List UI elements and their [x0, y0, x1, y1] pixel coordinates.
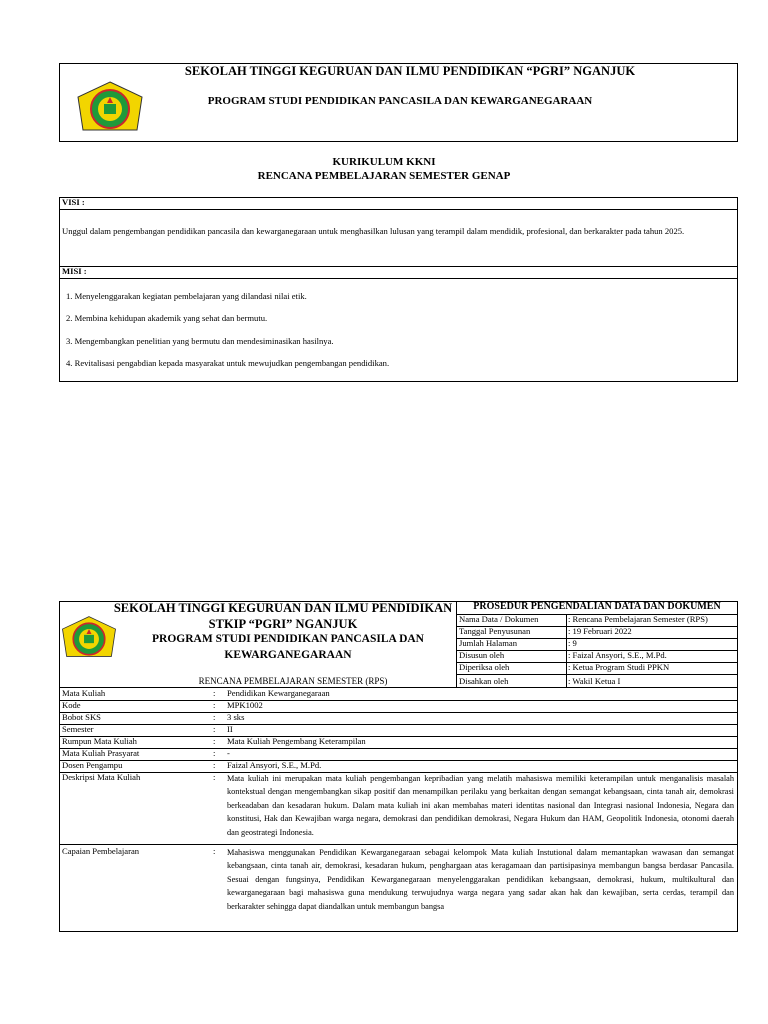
course-value: II: [227, 724, 233, 734]
divider: [566, 614, 567, 687]
procedure-title: PROSEDUR PENGENDALIAN DATA DAN DOKUMEN: [473, 601, 721, 612]
procedure-value: : Wakil Ketua I: [568, 676, 621, 686]
program-name: PROGRAM STUDI PENDIDIKAN PANCASILA DAN KEWARGANEGARAAN: [207, 95, 593, 107]
course-description: Mata kuliah ini merupakan mata kuliah pengembangan kepribadian yang melatih mahasiswa memiliki keterampilan untuk menganalisis masalah kontekstual dengan mengembangkan sikap positif dan menampilkan perilaku yang berkaitan dengan semangat kebangsaan, cinta tanah air, demokrasi berkeadaban dan kesadaran hukum. Dalam mata kuliah ini akan membahas materi identitas nasional dan Integrasi nasional Indonesia, Negara dan konstitusi, Hak dan Kewajiban warga negara, demokrasi dan pendidikan demokrasi, Negara Hukum dan HAM, Geopolitik Indonesia, otonomi daerah dan geostrategi Indonesia.: [227, 774, 734, 837]
procedure-label: Tanggal Penyusunan: [459, 626, 531, 636]
rps-program: PROGRAM STUDI PENDIDIKAN PANCASILA DAN: [152, 633, 424, 645]
divider: [59, 687, 738, 688]
course-value: Faizal Ansyori, S.E., M.Pd.: [227, 760, 322, 770]
course-label: Bobot SKS: [62, 712, 101, 722]
course-value: Pendidikan Kewarganegaraan: [227, 688, 330, 698]
procedure-value: : 9: [568, 638, 577, 648]
rps-institution: SEKOLAH TINGGI KEGURUAN DAN ILMU PENDIDIKAN: [113, 601, 453, 615]
procedure-label: Disusun oleh: [459, 650, 505, 660]
course-value: 3 sks: [227, 712, 245, 722]
colon: :: [213, 772, 216, 782]
stkip-logo-icon: [75, 80, 145, 138]
course-value: Mata Kuliah Pengembang Keterampilan: [227, 736, 366, 746]
learning-outcome: Mahasiswa menggunakan Pendidikan Kewarganegaraan sebagai kelompok Mata kuliah Instutional dalam memantapkan wawasan dan semangat kebangsaan, cinta tanah air, demokrasi, kesadaran hukum, penghargaan atas keragamaan dan partisipasinya membangun bangsa berdasar Pancasila. Sesuai dengan fungsinya, Pendidikan Kewarganegaraan menyelenggarakan pendidikan kebangsaan, demokrasi, hukum, multikultural dan kewarganegaraan bagi mahasiswa guna mendukung terwujudnya warga negara yang sadar akan hak dan kewajiban, serta cerdas, terampil dan berkarakter sehingga dapat diandalkan untuk membangun bangsa: [227, 848, 734, 911]
course-label: Semester: [62, 724, 94, 734]
procedure-value: : Rencana Pembelajaran Semester (RPS): [568, 614, 708, 624]
procedure-label: Diperiksa oleh: [459, 662, 510, 672]
divider: [59, 760, 738, 761]
outcome-label: Capaian Pembelajaran: [62, 846, 140, 856]
divider: [59, 700, 738, 701]
colon: :: [213, 736, 216, 746]
colon: :: [213, 846, 216, 856]
procedure-value: : 19 Februari 2022: [568, 626, 632, 636]
visi-text: Unggul dalam pengembangan pendidikan pancasila dan kewarganegaraan untuk menghasilkan lulusan yang terampil dalam mendidik, profesional, dan berkarakter pada tahun 2025.: [62, 226, 685, 236]
colon: :: [213, 724, 216, 734]
divider: [59, 724, 738, 725]
rps-institution-short: STKIP “PGRI” NGANJUK: [208, 617, 358, 631]
institution-name: SEKOLAH TINGGI KEGURUAN DAN ILMU PENDIDIKAN “PGRI” NGANJUK: [184, 64, 636, 78]
procedure-label: Disahkan oleh: [459, 676, 509, 686]
misi-item: 3. Mengembangkan penelitian yang bermutu dan mendesiminasikan hasilnya.: [66, 336, 334, 346]
colon: :: [213, 748, 216, 758]
course-label: Mata Kuliah: [62, 688, 106, 698]
divider: [59, 712, 738, 713]
description-label: Deskripsi Mata Kuliah: [62, 772, 141, 782]
semester-title: RENCANA PEMBELAJARAN SEMESTER GENAP: [257, 170, 511, 182]
procedure-label: Nama Data / Dokumen: [459, 614, 539, 624]
rps-program-2: KEWARGANEGARAAN: [224, 649, 352, 661]
course-label: Rumpun Mata Kuliah: [62, 736, 137, 746]
misi-label: MISI :: [62, 266, 87, 276]
misi-item: 1. Menyelenggarakan kegiatan pembelajaran yang dilandasi nilai etik.: [66, 291, 307, 301]
course-value: -: [227, 748, 230, 758]
divider: [456, 674, 738, 675]
colon: :: [213, 700, 216, 710]
course-value: MPK1002: [227, 700, 263, 710]
course-label: Dosen Pengampu: [62, 760, 123, 770]
curriculum-title: KURIKULUM KKNI: [332, 156, 436, 168]
course-label: Mata Kuliah Prasyarat: [62, 748, 140, 758]
divider: [59, 844, 738, 845]
procedure-label: Jumlah Halaman: [459, 638, 517, 648]
procedure-value: : Ketua Program Studi PPKN: [568, 662, 670, 672]
rps-title: RENCANA PEMBELAJARAN SEMESTER (RPS): [198, 676, 388, 686]
colon: :: [213, 688, 216, 698]
colon: :: [213, 760, 216, 770]
course-label: Kode: [62, 700, 81, 710]
divider: [59, 736, 738, 737]
misi-item: 2. Membina kehidupan akademik yang sehat dan bermutu.: [66, 313, 268, 323]
visi-label: VISI :: [62, 197, 85, 207]
misi-item: 4. Revitalisasi pengabdian kepada masyarakat untuk mewujudkan pengembangan pendidikan.: [66, 358, 390, 368]
procedure-value: : Faizal Ansyori, S.E., M.Pd.: [568, 650, 667, 660]
divider: [59, 748, 738, 749]
colon: :: [213, 712, 216, 722]
